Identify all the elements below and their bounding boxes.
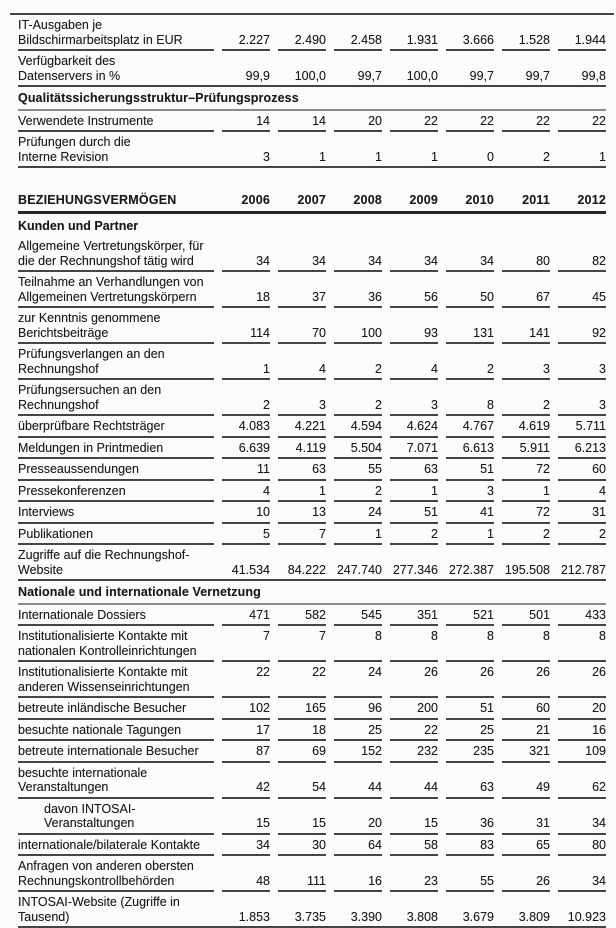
- cell-value: 3.679: [462, 909, 494, 924]
- cell-value: 26: [502, 856, 550, 892]
- cell-value: 1: [222, 344, 270, 380]
- section-label: Nationale und internationale Vernetzung: [18, 581, 606, 605]
- cell-value: 13: [278, 502, 326, 524]
- row-label: Prüfungsersuchen an den Rechnungshof: [18, 380, 214, 416]
- cell-value: 471: [222, 605, 270, 627]
- cell-value: 165: [278, 698, 326, 720]
- cell-value: 321: [502, 741, 550, 763]
- table-row: [18, 111, 606, 133]
- cell-value: 200: [390, 698, 438, 720]
- cell-value: 4.221: [278, 416, 326, 438]
- table-row: [18, 856, 606, 892]
- cell-value: 247.740: [336, 562, 382, 577]
- cell-value: 433: [558, 605, 606, 627]
- cell-value: 55: [446, 856, 494, 892]
- cell-value: 5.504: [334, 438, 382, 460]
- cell-value: 34: [558, 799, 606, 835]
- table-row: [18, 524, 606, 546]
- cell-value: 18: [278, 720, 326, 742]
- cell-value: 51: [446, 459, 494, 481]
- row-label: Presseaussendungen: [18, 459, 214, 481]
- cell-value: 2.490: [278, 15, 326, 51]
- table-row: [18, 605, 606, 627]
- cell-value: 102: [222, 698, 270, 720]
- cell-value: 8: [446, 380, 494, 416]
- cell-value: 3: [558, 380, 606, 416]
- cell-value: 31: [558, 502, 606, 524]
- cell-value: 14: [222, 111, 270, 133]
- row-label: Institutionalisierte Kontakte mit anderen Wissenseinrichtungen: [18, 662, 214, 698]
- cell-value: 5.911: [502, 438, 550, 460]
- row-label: überprüfbare Rechtsträger: [18, 416, 214, 438]
- table-row: [18, 236, 606, 272]
- cell-value: 49: [502, 763, 550, 799]
- year-column-header: 2009: [409, 193, 438, 207]
- cell-value: 84.222: [287, 562, 326, 577]
- cell-value: 34: [558, 856, 606, 892]
- table-row: [18, 698, 606, 720]
- cell-value: 58: [390, 835, 438, 857]
- cell-value: 36: [334, 272, 382, 308]
- cell-value: 3: [502, 344, 550, 380]
- table-row: [18, 892, 606, 926]
- cell-value: 212.787: [560, 562, 606, 577]
- cell-value: 80: [502, 236, 550, 272]
- cell-value: 2: [334, 380, 382, 416]
- cell-value: 2: [334, 344, 382, 380]
- cell-value: 3: [558, 344, 606, 380]
- cell-value: 23: [390, 856, 438, 892]
- subheader-row: [18, 214, 606, 237]
- section-label: Qualitätssicherungsstruktur–Prüfungsprozess: [18, 87, 606, 111]
- cell-value: 15: [278, 799, 326, 835]
- cell-value: 109: [558, 741, 606, 763]
- cell-value: 99,7: [357, 68, 382, 83]
- cell-value: 48: [222, 856, 270, 892]
- cell-value: 63: [446, 763, 494, 799]
- cell-value: 10.923: [567, 909, 606, 924]
- cell-value: 70: [278, 308, 326, 344]
- cell-value: 69: [278, 741, 326, 763]
- cell-value: 8: [390, 626, 438, 662]
- row-label: besuchte internationale Veranstaltungen: [18, 763, 214, 799]
- year-column-header: 2010: [465, 193, 494, 207]
- cell-value: 1: [502, 481, 550, 503]
- year-header-row: [18, 187, 606, 211]
- cell-value: 1: [334, 524, 382, 546]
- cell-value: 34: [334, 236, 382, 272]
- row-label: IT-Ausgaben je Bildschirmarbeitsplatz in EUR: [18, 15, 214, 51]
- cell-value: 5: [222, 524, 270, 546]
- table-row: [18, 308, 606, 344]
- cell-value: 195.508: [504, 562, 550, 577]
- cell-value: 72: [502, 459, 550, 481]
- row-label: Prüfungen durch die Interne Revision: [18, 135, 131, 164]
- cell-value: 1.853: [238, 909, 270, 924]
- cell-value: 51: [390, 502, 438, 524]
- cell-value: 1.931: [390, 15, 438, 51]
- table-row: [18, 416, 606, 438]
- cell-value: 34: [390, 236, 438, 272]
- cell-value: 4: [278, 344, 326, 380]
- cell-value: 8: [334, 626, 382, 662]
- cell-value: 25: [446, 720, 494, 742]
- cell-value: 4.619: [502, 416, 550, 438]
- cell-value: 1: [599, 149, 606, 164]
- cell-value: 100,0: [406, 68, 438, 83]
- cell-value: 72: [502, 502, 550, 524]
- cell-value: 4.767: [446, 416, 494, 438]
- cell-value: 3: [278, 380, 326, 416]
- cell-value: 54: [278, 763, 326, 799]
- table-row: [18, 502, 606, 524]
- cell-value: 7.071: [390, 438, 438, 460]
- section-header-row: [18, 87, 606, 111]
- cell-value: 67: [502, 272, 550, 308]
- cell-value: 2: [334, 481, 382, 503]
- table-row: [18, 344, 606, 380]
- cell-value: 44: [390, 763, 438, 799]
- cell-value: 141: [502, 308, 550, 344]
- cell-value: 83: [446, 835, 494, 857]
- cell-value: 1: [431, 149, 438, 164]
- table-row: [18, 438, 606, 460]
- cell-value: 4.119: [278, 438, 326, 460]
- cell-value: 15: [390, 799, 438, 835]
- cell-value: 34: [446, 236, 494, 272]
- cell-value: 114: [222, 308, 270, 344]
- table-body: [18, 15, 606, 928]
- row-label: Meldungen in Printmedien: [18, 438, 214, 460]
- spacer-cell: [18, 168, 606, 187]
- row-label: zur Kenntnis genommene Berichtsbeiträge: [18, 308, 214, 344]
- cell-value: 80: [558, 835, 606, 857]
- cell-value: 34: [222, 236, 270, 272]
- table-title: BEZIEHUNGSVERMÖGEN: [18, 193, 177, 207]
- table-row: [18, 481, 606, 503]
- row-label: betreute internationale Besucher: [18, 741, 214, 763]
- cell-value: 11: [222, 459, 270, 481]
- row-label: davon INTOSAI- Veranstaltungen: [18, 799, 214, 835]
- cell-value: 60: [558, 459, 606, 481]
- cell-value: 2: [222, 380, 270, 416]
- row-label: Teilnahme an Verhandlungen von Allgemeinen Vertretungskörpern: [18, 272, 214, 308]
- cell-value: 235: [446, 741, 494, 763]
- cell-value: 20: [334, 111, 382, 133]
- cell-value: 63: [390, 459, 438, 481]
- cell-value: 545: [334, 605, 382, 627]
- cell-value: 34: [278, 236, 326, 272]
- cell-value: 2: [558, 524, 606, 546]
- cell-value: 92: [558, 308, 606, 344]
- row-label: internationale/bilaterale Kontakte: [18, 835, 214, 857]
- cell-value: 0: [487, 149, 494, 164]
- cell-value: 3: [446, 481, 494, 503]
- row-label: Zugriffe auf die Rechnungshof- Website: [18, 548, 190, 577]
- cell-value: 100: [334, 308, 382, 344]
- cell-value: 20: [558, 698, 606, 720]
- row-label: Prüfungsverlangen an den Rechnungshof: [18, 344, 214, 380]
- cell-value: 6.639: [222, 438, 270, 460]
- row-label: Allgemeine Vertretungskörper, für die der Rechnungshof tätig wird: [18, 236, 214, 272]
- cell-value: 62: [558, 763, 606, 799]
- spacer-row: [18, 168, 606, 187]
- section-header-row: [18, 581, 606, 605]
- cell-value: 232: [390, 741, 438, 763]
- cell-value: 100,0: [294, 68, 326, 83]
- cell-value: 93: [390, 308, 438, 344]
- year-column-header: 2012: [577, 193, 606, 207]
- cell-value: 8: [502, 626, 550, 662]
- table-row: [18, 720, 606, 742]
- cell-value: 4.594: [334, 416, 382, 438]
- table-row: [18, 15, 606, 51]
- cell-value: 25: [334, 720, 382, 742]
- year-column-header: 2006: [241, 193, 270, 207]
- cell-value: 3.808: [406, 909, 438, 924]
- row-label: Internationale Dossiers: [18, 605, 214, 627]
- cell-value: 4.624: [390, 416, 438, 438]
- cell-value: 24: [334, 502, 382, 524]
- table-row: [18, 459, 606, 481]
- cell-value: 24: [334, 662, 382, 698]
- cell-value: 6.213: [558, 438, 606, 460]
- cell-value: 2: [390, 524, 438, 546]
- cell-value: 18: [222, 272, 270, 308]
- cell-value: 8: [558, 626, 606, 662]
- table-row: [18, 132, 606, 166]
- row-label: Pressekonferenzen: [18, 481, 214, 503]
- table-row: [18, 626, 606, 662]
- year-column-header: 2007: [297, 193, 326, 207]
- cell-value: 3.666: [446, 15, 494, 51]
- cell-value: 50: [446, 272, 494, 308]
- cell-value: 42: [222, 763, 270, 799]
- cell-value: 34: [222, 835, 270, 857]
- cell-value: 36: [446, 799, 494, 835]
- cell-value: 2.458: [334, 15, 382, 51]
- table-row: [18, 380, 606, 416]
- cell-value: 10: [222, 502, 270, 524]
- cell-value: 30: [278, 835, 326, 857]
- cell-value: 26: [446, 662, 494, 698]
- cell-value: 99,8: [581, 68, 606, 83]
- cell-value: 15: [222, 799, 270, 835]
- cell-value: 1: [278, 481, 326, 503]
- cell-value: 26: [558, 662, 606, 698]
- cell-value: 37: [278, 272, 326, 308]
- cell-value: 277.346: [392, 562, 438, 577]
- row-label: Interviews: [18, 502, 214, 524]
- section-label: Kunden und Partner: [18, 218, 139, 233]
- cell-value: 1: [390, 481, 438, 503]
- cell-value: 6.613: [446, 438, 494, 460]
- cell-value: 22: [390, 720, 438, 742]
- table-row: [18, 741, 606, 763]
- cell-value: 3.809: [518, 909, 550, 924]
- row-label: Verwendete Instrumente: [18, 111, 214, 133]
- cell-value: 16: [334, 856, 382, 892]
- cell-value: 2: [502, 524, 550, 546]
- cell-value: 22: [446, 111, 494, 133]
- cell-value: 2: [543, 149, 550, 164]
- cell-value: 1: [319, 149, 326, 164]
- cell-value: 41.534: [231, 562, 270, 577]
- cell-value: 56: [390, 272, 438, 308]
- statistics-table: [10, 13, 614, 928]
- cell-value: 272.387: [448, 562, 494, 577]
- cell-value: 22: [278, 662, 326, 698]
- cell-value: 7: [278, 626, 326, 662]
- row-label: Verfügbarkeit des Datenservers in %: [18, 54, 121, 83]
- cell-value: 8: [446, 626, 494, 662]
- cell-value: 87: [222, 741, 270, 763]
- cell-value: 22: [502, 111, 550, 133]
- cell-value: 45: [558, 272, 606, 308]
- cell-value: 96: [334, 698, 382, 720]
- cell-value: 3: [390, 380, 438, 416]
- row-label: besuchte nationale Tagungen: [18, 720, 214, 742]
- table-row: [18, 51, 606, 85]
- row-label: Publikationen: [18, 524, 214, 546]
- cell-value: 14: [278, 111, 326, 133]
- table-row: [18, 545, 606, 579]
- cell-value: 26: [390, 662, 438, 698]
- cell-value: 4: [222, 481, 270, 503]
- cell-value: 4: [390, 344, 438, 380]
- table-row: [18, 763, 606, 799]
- row-label: betreute inländische Besucher: [18, 698, 214, 720]
- cell-value: 2.227: [222, 15, 270, 51]
- cell-value: 31: [502, 799, 550, 835]
- cell-value: 99,7: [525, 68, 550, 83]
- cell-value: 1.528: [502, 15, 550, 51]
- table-row: [18, 835, 606, 857]
- table-row: [18, 272, 606, 308]
- cell-value: 2: [446, 344, 494, 380]
- cell-value: 501: [502, 605, 550, 627]
- cell-value: 7: [278, 524, 326, 546]
- cell-value: 21: [502, 720, 550, 742]
- cell-value: 3.735: [294, 909, 326, 924]
- row-label: Institutionalisierte Kontakte mit nationalen Kontrolleinrichtungen: [18, 626, 214, 662]
- cell-value: 1: [446, 524, 494, 546]
- cell-value: 44: [334, 763, 382, 799]
- year-column-header: 2008: [353, 193, 382, 207]
- cell-value: 22: [558, 111, 606, 133]
- cell-value: 99,9: [245, 68, 270, 83]
- table-row: [18, 799, 606, 835]
- cell-value: 111: [278, 856, 326, 892]
- cell-value: 22: [390, 111, 438, 133]
- cell-value: 16: [558, 720, 606, 742]
- cell-value: 7: [222, 626, 270, 662]
- cell-value: 60: [502, 698, 550, 720]
- cell-value: 1.944: [558, 15, 606, 51]
- cell-value: 99,7: [469, 68, 494, 83]
- cell-value: 4: [558, 481, 606, 503]
- cell-value: 131: [446, 308, 494, 344]
- cell-value: 63: [278, 459, 326, 481]
- cell-value: 51: [446, 698, 494, 720]
- cell-value: 55: [334, 459, 382, 481]
- cell-value: 20: [334, 799, 382, 835]
- cell-value: 65: [502, 835, 550, 857]
- year-column-header: 2011: [522, 193, 550, 207]
- cell-value: 351: [390, 605, 438, 627]
- cell-value: 582: [278, 605, 326, 627]
- cell-value: 3: [263, 149, 270, 164]
- cell-value: 41: [446, 502, 494, 524]
- cell-value: 4.083: [222, 416, 270, 438]
- cell-value: 17: [222, 720, 270, 742]
- cell-value: 64: [334, 835, 382, 857]
- cell-value: 152: [334, 741, 382, 763]
- cell-value: 521: [446, 605, 494, 627]
- cell-value: 1: [375, 149, 382, 164]
- cell-value: 82: [558, 236, 606, 272]
- table-row: [18, 662, 606, 698]
- cell-value: 5.711: [558, 416, 606, 438]
- cell-value: 3.390: [350, 909, 382, 924]
- row-label: Anfragen von anderen obersten Rechnungskontrollbehörden: [18, 856, 214, 892]
- cell-value: 2: [502, 380, 550, 416]
- cell-value: 26: [502, 662, 550, 698]
- row-label: INTOSAI-Website (Zugriffe in Tausend): [18, 895, 180, 924]
- cell-value: 22: [222, 662, 270, 698]
